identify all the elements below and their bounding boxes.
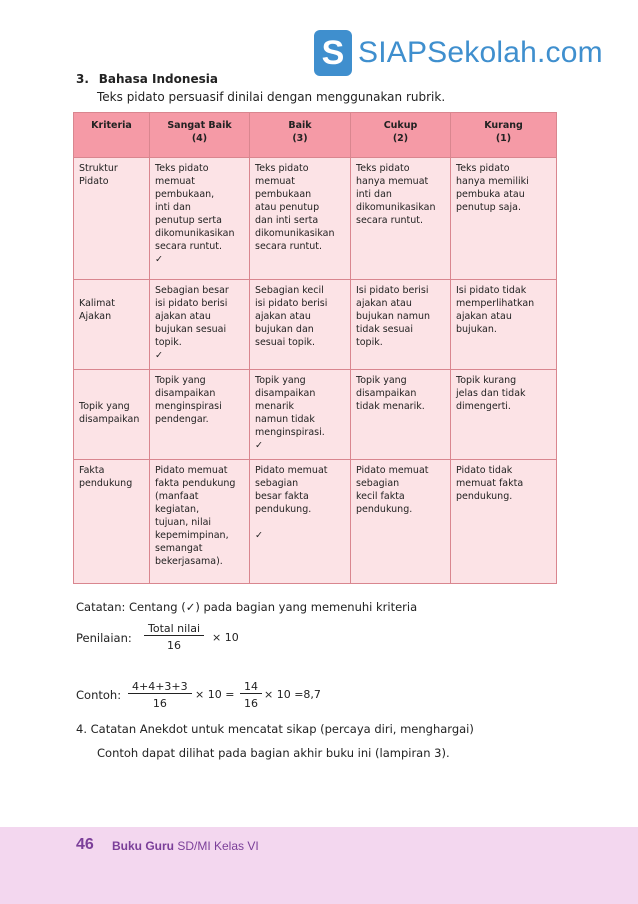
- table-cell: Topik yang disampaikan: [74, 370, 150, 460]
- logo-badge: S: [314, 30, 352, 76]
- checkmark-note: Catatan: Centang (✓) pada bagian yang memenuhi kriteria: [76, 600, 418, 614]
- table-cell: Topik yang disampaikan menginspirasi pendengar.: [150, 370, 250, 460]
- book-title: [112, 839, 259, 853]
- table-row: [74, 460, 557, 584]
- contoh-fraction-1: [128, 680, 192, 710]
- penilaian-numerator: Total nilai: [144, 622, 204, 636]
- contoh-denominator-2: 16: [244, 697, 258, 710]
- book-title-bold: Buku Guru: [112, 839, 174, 853]
- table-cell: Sebagian besar isi pidato berisi ajakan atau bujukan sesuai topik. ✓: [150, 280, 250, 370]
- penilaian-denominator: 16: [167, 639, 182, 652]
- table-cell: Pidato memuat sebagian besar fakta pendukung. ✓: [250, 460, 351, 584]
- header-baik: Baik (3): [250, 113, 351, 158]
- table-cell: Sebagian kecil isi pidato berisi ajakan atau bujukan dan sesuai topik.: [250, 280, 351, 370]
- logo-text: SIAPSekolah.com: [358, 36, 603, 69]
- table-row: [74, 280, 557, 370]
- page-footer: [0, 827, 638, 904]
- table-cell: Teks pidato hanya memiliki pembuka atau penutup saja.: [451, 158, 557, 280]
- contoh-denominator-1: 16: [152, 697, 167, 710]
- table-cell: Teks pidato memuat pembukaan atau penutup dan inti serta dikomunikasikan secara runtut.: [250, 158, 351, 280]
- section-4-line-2: Contoh dapat dilihat pada bagian akhir buku ini (lampiran 3).: [97, 746, 450, 760]
- table-cell: Topik yang disampaikan tidak menarik.: [351, 370, 451, 460]
- section-3-number: 3.: [76, 72, 89, 86]
- penilaian-fraction: [144, 622, 204, 652]
- header-cukup: Cukup (2): [351, 113, 451, 158]
- section-3-title: [76, 72, 218, 86]
- section-3-subtitle: Teks pidato persuasif dinilai dengan menggunakan rubrik.: [97, 90, 446, 104]
- contoh-result: × 10 =8,7: [264, 688, 321, 701]
- table-row: [74, 370, 557, 460]
- header-kurang: Kurang (1): [451, 113, 557, 158]
- header-sangat-baik: Sangat Baik (4): [150, 113, 250, 158]
- table-cell: Pidato memuat sebagian kecil fakta pendukung.: [351, 460, 451, 584]
- contoh-numerator-2: 14: [240, 680, 262, 694]
- header-kriteria: Kriteria: [74, 113, 150, 158]
- page-number: 46: [76, 836, 94, 853]
- section-4-line-1: 4. Catatan Anekdot untuk mencatat sikap (percaya diri, menghargai): [76, 722, 474, 736]
- contoh-numerator-1: 4+4+3+3: [128, 680, 192, 694]
- table-cell: Topik yang disampaikan menarik namun tidak menginspirasi. ✓: [250, 370, 351, 460]
- rubric-header-row: [74, 113, 557, 158]
- table-cell: Teks pidato memuat pembukaan, inti dan penutup serta dikomunikasikan secara runtut. ✓: [150, 158, 250, 280]
- penilaian-times: × 10: [212, 631, 239, 644]
- table-cell: Struktur Pidato: [74, 158, 150, 280]
- table-cell: Isi pidato berisi ajakan atau bujukan namun tidak sesuai topik.: [351, 280, 451, 370]
- section-3-heading: Bahasa Indonesia: [98, 72, 218, 86]
- table-cell: Kalimat Ajakan: [74, 280, 150, 370]
- contoh-label: Contoh:: [76, 688, 122, 702]
- table-cell: Isi pidato tidak memperlihatkan ajakan atau bujukan.: [451, 280, 557, 370]
- table-cell: Fakta pendukung: [74, 460, 150, 584]
- penilaian-label: Penilaian:: [76, 631, 132, 645]
- contoh-fraction-2: [240, 680, 262, 710]
- table-row: [74, 158, 557, 280]
- table-cell: Pidato tidak memuat fakta pendukung.: [451, 460, 557, 584]
- rubric-table: [73, 112, 557, 584]
- book-title-rest: SD/MI Kelas VI: [174, 839, 259, 853]
- site-logo: [314, 28, 603, 78]
- table-cell: Pidato memuat fakta pendukung (manfaat kegiatan, tujuan, nilai kepemimpinan, semangat bekerjasama).: [150, 460, 250, 584]
- contoh-middle-op: × 10 =: [195, 688, 235, 701]
- table-cell: Teks pidato hanya memuat inti dan dikomunikasikan secara runtut.: [351, 158, 451, 280]
- table-cell: Topik kurang jelas dan tidak dimengerti.: [451, 370, 557, 460]
